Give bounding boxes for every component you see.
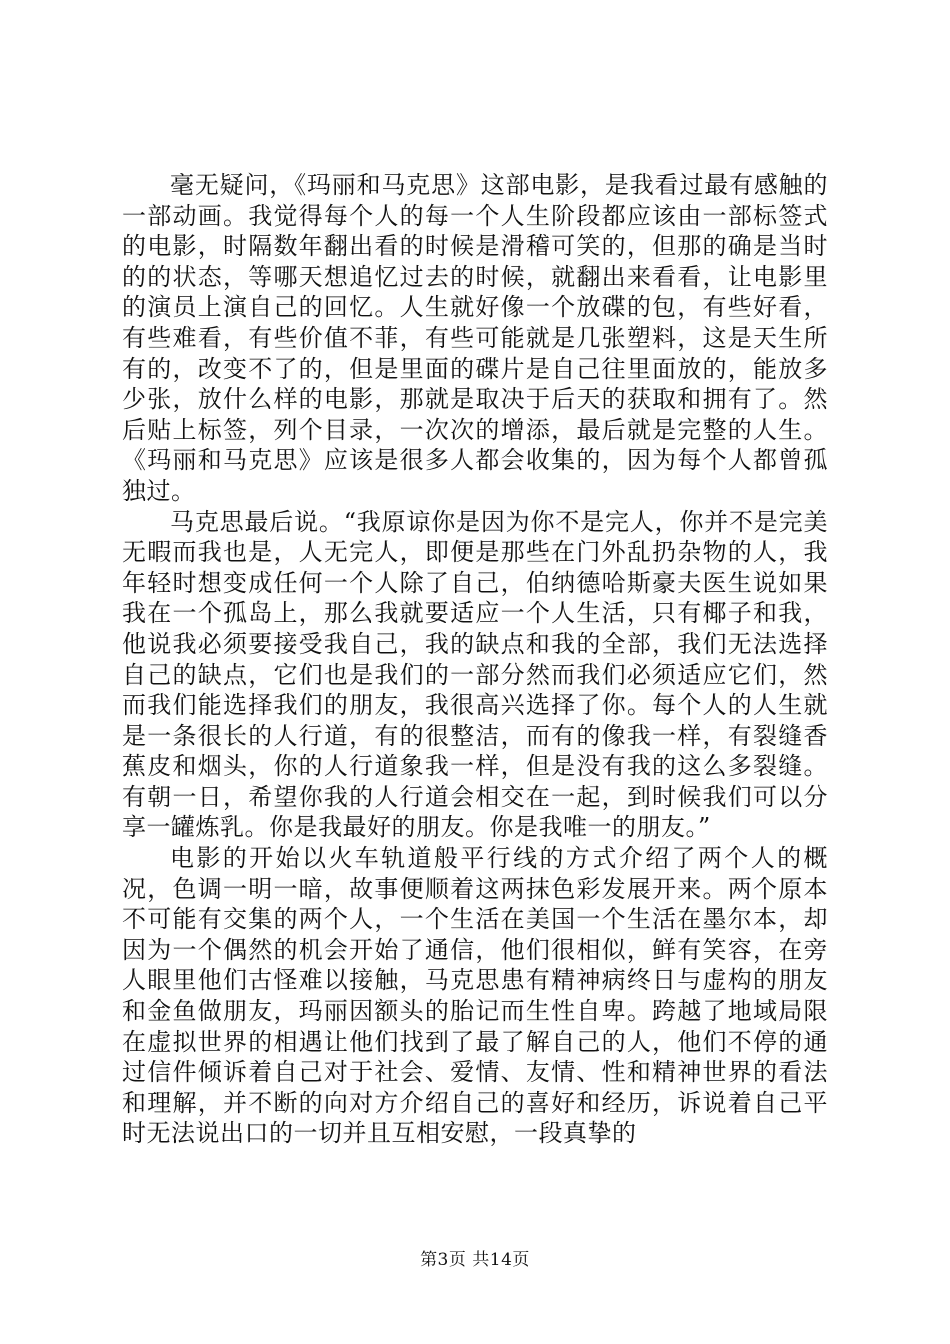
document-body bbox=[122, 170, 828, 1149]
paragraph: 毫无疑问，《玛丽和马克思》这部电影，是我看过最有感触的一部动画。我觉得每个人的每一个人生阶段都应该由一部标签式的电影，时隔数年翻出看的时候是滑稽可笑的，但那的确是当时的的状态，等哪天想追忆过去的时候，就翻出来看看，让电影里的演员上演自己的回忆。人生就好像一个放碟的包，有些好看，有些难看，有些价值不菲，有些可能就是几张塑料，这是天生所有的，改变不了的，但是里面的碟片是自己往里面放的，能放多少张，放什么样的电影，那就是取决于后天的获取和拥有了。然后贴上标签，列个目录，一次次的增添，最后就是完整的人生。《玛丽和马克思》应该是很多人都会收集的，因为每个人都曾孤独过。 bbox=[122, 171, 828, 505]
paragraph: 马克思最后说。“我原谅你是因为你不是完人，你并不是完美无暇而我也是，人无完人，即便是那些在门外乱扔杂物的人，我年轻时想变成任何一个人除了自己，伯纳德哈斯豪夫医生说如果我在一个孤岛上，那么我就要适应一个人生活，只有椰子和我，他说我必须要接受我自己，我的缺点和我的全部，我们无法选择自己的缺点，它们也是我们的一部分然而我们必须适应它们，然而我们能选择我们的朋友，我很高兴选择了你。每个人的人生就是一条很长的人行道，有的很整洁，而有的像我一样，有裂缝香蕉皮和烟头，你的人行道象我一样，但是没有我的这么多裂缝。有朝一日，希望你我的人行道会相交在一起，到时候我们可以分享一罐炼乳。你是我最好的朋友。你是我唯一的朋友。” bbox=[122, 507, 828, 842]
paragraph: 电影的开始以火车轨道般平行线的方式介绍了两个人的概况，色调一明一暗，故事便顺着这两抹色彩发展开来。两个原本不可能有交集的两个人，一个生活在美国一个生活在墨尔本，却因为一个偶然的机会开始了通信，他们很相似，鲜有笑容，在旁人眼里他们古怪难以接触，马克思患有精神病终日与虚构的朋友和金鱼做朋友，玛丽因额头的胎记而生性自卑。跨越了地域局限在虚拟世界的相遇让他们找到了最了解自己的人，他们不停的通过信件倾诉着自己对于社会、爱情、友情、性和精神世界的看法和理解，并不断的向对方介绍自己的喜好和经历，诉说着自己平时无法说出口的一切并且互相安慰，一段真挚的 bbox=[122, 844, 828, 1148]
page-number-footer: 第3页 共14页 bbox=[420, 1250, 530, 1270]
